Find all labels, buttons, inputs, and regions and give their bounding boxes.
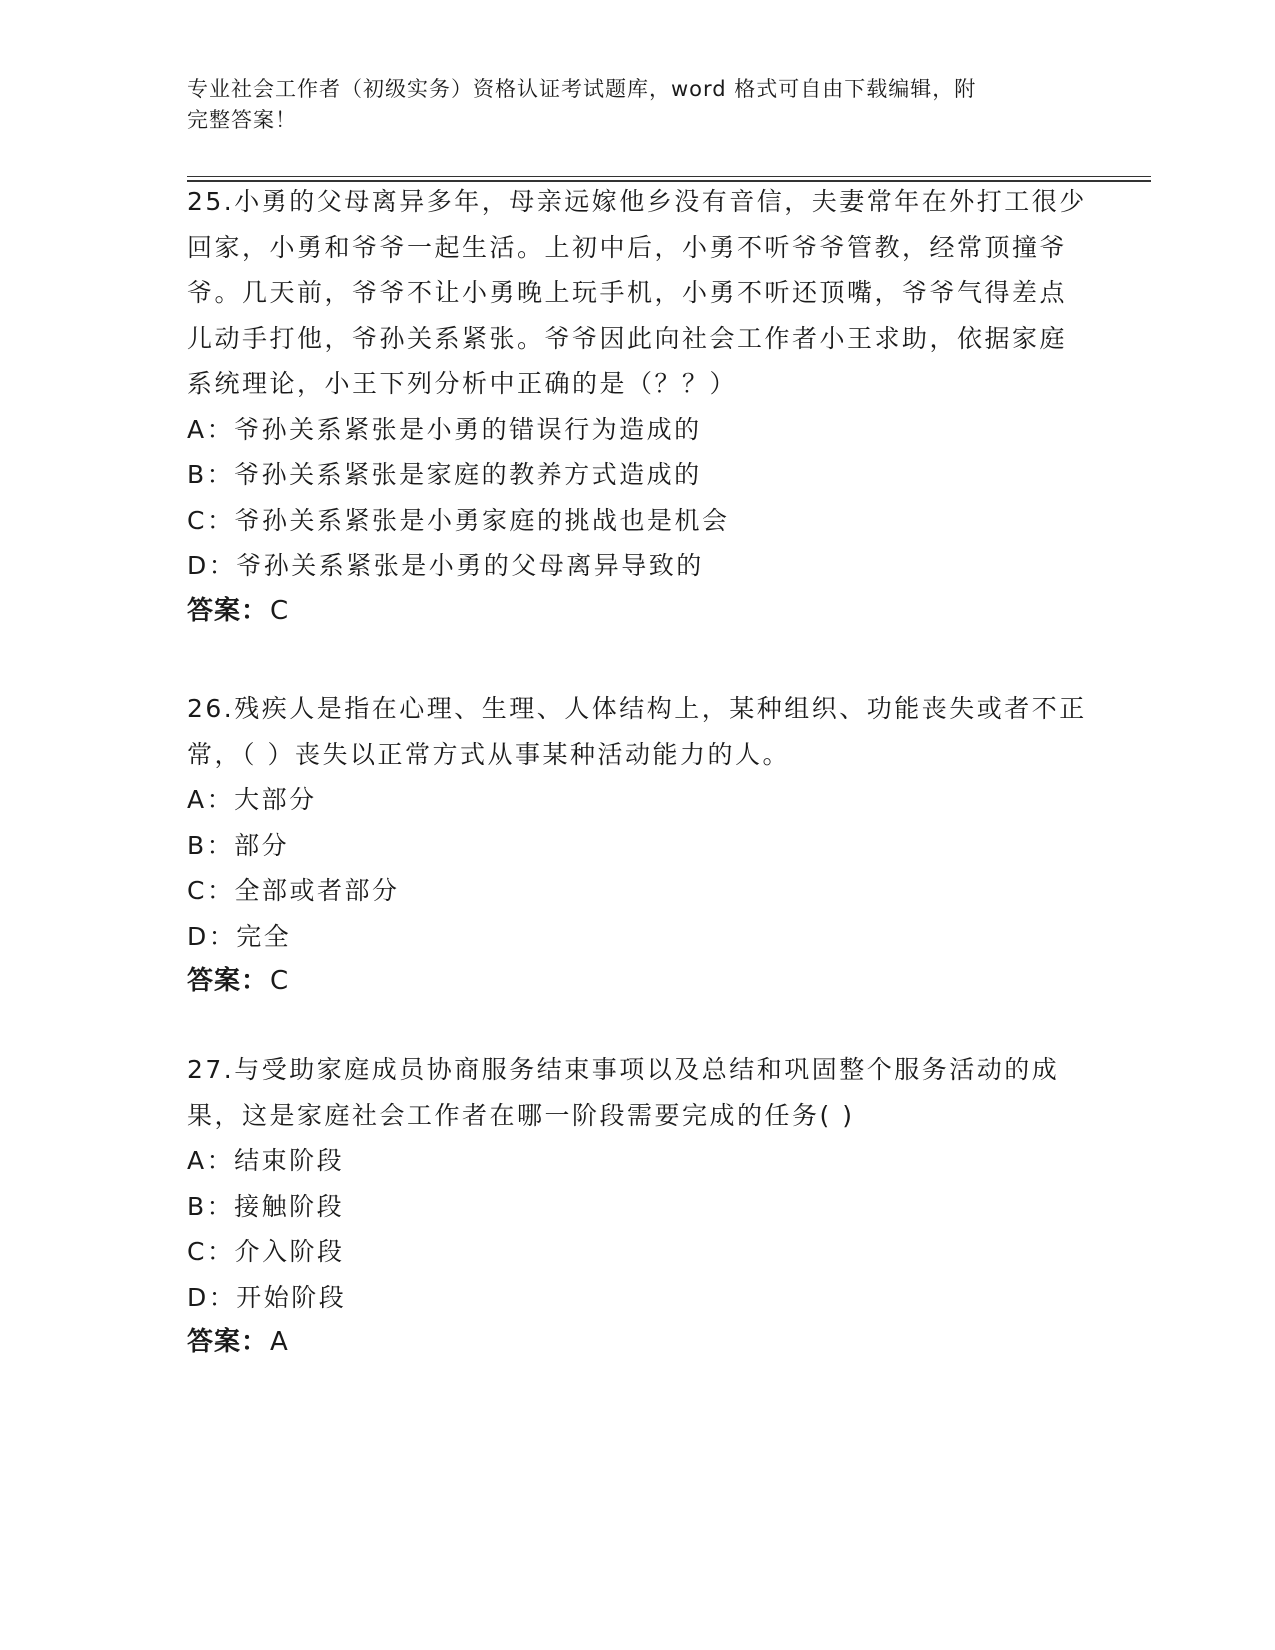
answer <box>187 589 1087 635</box>
answer-value: A <box>270 1327 289 1357</box>
answer-label: 答案： <box>187 1327 269 1357</box>
answer <box>187 1320 1087 1366</box>
question-26 <box>187 686 1087 1005</box>
option-d: D：爷孙关系紧张是小勇的父母离异导致的 <box>187 551 704 580</box>
option-b: B：部分 <box>187 830 290 860</box>
answer-label: 答案： <box>187 595 269 626</box>
question-stem: 27.与受助家庭成员协商服务结束事项以及总结和巩固整个服务活动的成果，这是家庭社会工作者在哪一阶段需要完成的任务( ) <box>187 1055 1060 1130</box>
answer-value: C <box>270 595 290 626</box>
header-line-1: 专业社会工作者（初级实务）资格认证考试题库，word 格式可自由下载编辑，附 <box>187 77 977 101</box>
question-stem: 25.小勇的父母离异多年，母亲远嫁他乡没有音信，夫妻常年在外打工很少回家，小勇和爷爷一起生活。上初中后，小勇不听爷爷管教，经常顶撞爷爷。几天前，爷爷不让小勇晚上玩手机，小勇不听还顶嘴，爷爷气得差点儿动手打他，爷孙关系紧张。爷爷因此向社会工作者小王求助，依据家庭系统理论，小王下列分析中正确的是（？？） <box>187 187 1087 398</box>
answer <box>187 959 1087 1005</box>
option-a: A：结束阶段 <box>187 1146 345 1175</box>
option-b: B：爷孙关系紧张是家庭的教养方式造成的 <box>187 460 702 489</box>
answer-value: C <box>270 966 290 996</box>
answer-label: 答案： <box>187 966 269 996</box>
option-c: C：介入阶段 <box>187 1237 345 1266</box>
option-a: A：爷孙关系紧张是小勇的错误行为造成的 <box>187 414 702 444</box>
question-25 <box>187 179 1087 634</box>
option-c: C：全部或者部分 <box>187 876 400 905</box>
document-header <box>187 74 1067 136</box>
option-c: C：爷孙关系紧张是小勇家庭的挑战也是机会 <box>187 505 730 535</box>
question-stem: 26.残疾人是指在心理、生理、人体结构上，某种组织、功能丧失或者不正常，（ ）丧失以正常方式从事某种活动能力的人。 <box>187 694 1087 769</box>
option-b: B：接触阶段 <box>187 1191 345 1221</box>
option-d: D：开始阶段 <box>187 1282 347 1312</box>
question-27 <box>187 1047 1087 1366</box>
option-d: D：完全 <box>187 921 292 951</box>
header-line-2: 完整答案！ <box>187 108 297 132</box>
option-a: A：大部分 <box>187 785 317 814</box>
